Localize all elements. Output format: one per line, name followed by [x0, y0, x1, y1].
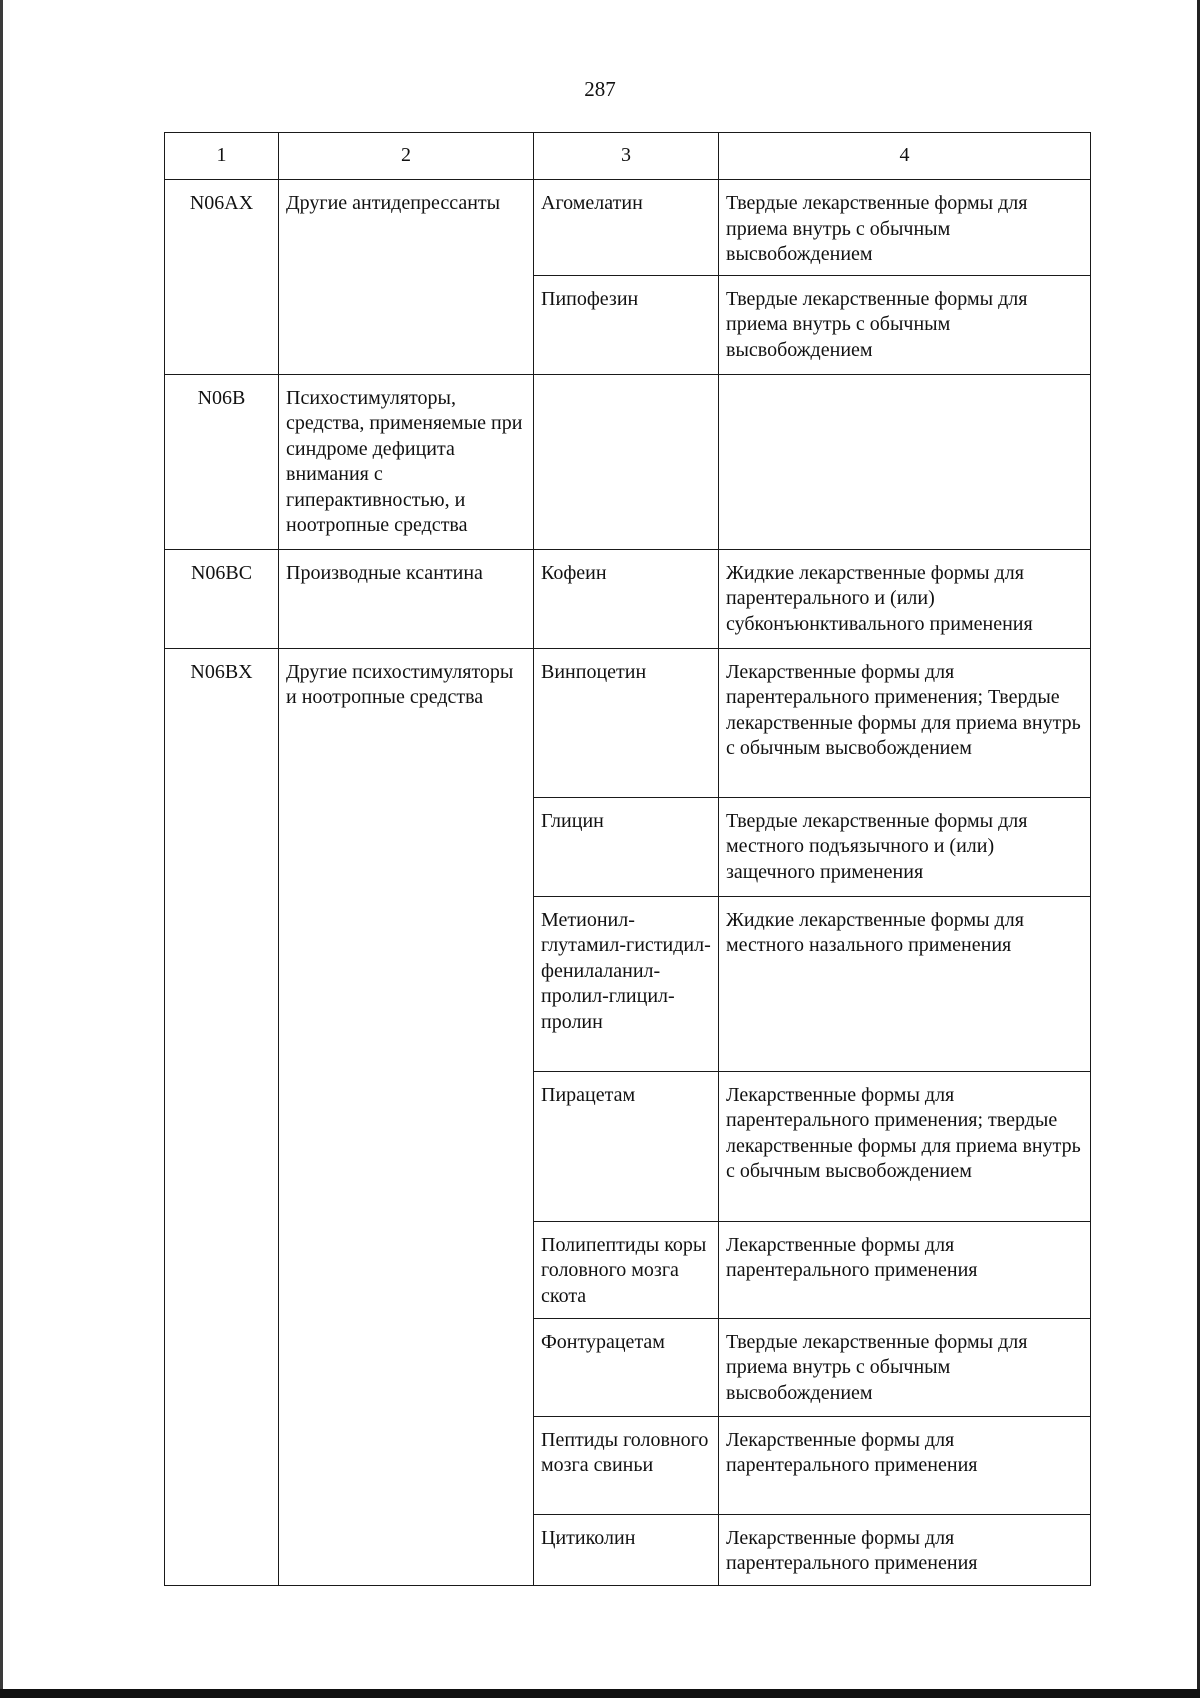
drug-name: Полипептиды коры головного мозга скота: [534, 1221, 719, 1318]
drug-name: Пептиды головного мозга свиньи: [534, 1416, 719, 1514]
drug-name: Кофеин: [534, 549, 719, 648]
drug-name: Метионил-глутамил-гистидил-фенилаланил-пролил-глицил-пролин: [534, 896, 719, 1071]
scan-bottom-edge: [0, 1689, 1200, 1698]
atc-code: N06B: [165, 374, 279, 549]
drug-name: Пипофезин: [534, 275, 719, 374]
table-row: [165, 549, 1091, 648]
atc-code: N06AX: [165, 180, 279, 375]
dosage-form: Твердые лекарственные формы для приема внутрь с обычным высвобождением: [719, 275, 1091, 374]
dosage-form: Лекарственные формы для парентерального применения: [719, 1221, 1091, 1318]
dosage-form: Лекарственные формы для парентерального применения: [719, 1514, 1091, 1585]
column-header: 1: [165, 133, 279, 180]
drug-name: Фонтурацетам: [534, 1318, 719, 1416]
drug-name: Цитиколин: [534, 1514, 719, 1585]
group-name: Другие антидепрессанты: [279, 180, 534, 375]
column-header: 3: [534, 133, 719, 180]
atc-code: N06BC: [165, 549, 279, 648]
dosage-form: Твердые лекарственные формы для приема внутрь с обычным высвобождением: [719, 1318, 1091, 1416]
dosage-form: Жидкие лекарственные формы для парентерального и (или) субконъюнктивального применения: [719, 549, 1091, 648]
table-row: [165, 180, 1091, 276]
scan-left-edge: [0, 0, 3, 1698]
dosage-form: Лекарственные формы для парентерального применения; твердые лекарственные формы для приема внутрь с обычным высвобождением: [719, 1071, 1091, 1221]
drug-name: Винпоцетин: [534, 648, 719, 797]
dosage-form: Лекарственные формы для парентерального применения: [719, 1416, 1091, 1514]
group-name: Производные ксантина: [279, 549, 534, 648]
table-header-row: [165, 133, 1091, 180]
dosage-form: [719, 374, 1091, 549]
drug-name: Пирацетам: [534, 1071, 719, 1221]
group-name: Психостимуляторы, средства, применяемые при синдроме дефицита внимания с гиперактивностью, и ноотропные средства: [279, 374, 534, 549]
page-number: 287: [584, 77, 616, 101]
column-header: 4: [719, 133, 1091, 180]
table-row: [165, 374, 1091, 549]
group-name: Другие психостимуляторы и ноотропные средства: [279, 648, 534, 1585]
column-header: 2: [279, 133, 534, 180]
drug-name: [534, 374, 719, 549]
table-row: [165, 648, 1091, 797]
drug-name: Агомелатин: [534, 180, 719, 276]
dosage-form: Твердые лекарственные формы для приема внутрь с обычным высвобождением: [719, 180, 1091, 276]
atc-code: N06BX: [165, 648, 279, 1585]
drug-name: Глицин: [534, 797, 719, 896]
dosage-form: Жидкие лекарственные формы для местного назального применения: [719, 896, 1091, 1071]
dosage-form: Твердые лекарственные формы для местного подъязычного и (или) защечного применения: [719, 797, 1091, 896]
medication-table: [164, 132, 1091, 1586]
dosage-form: Лекарственные формы для парентерального применения; Твердые лекарственные формы для приема внутрь с обычным высвобождением: [719, 648, 1091, 797]
